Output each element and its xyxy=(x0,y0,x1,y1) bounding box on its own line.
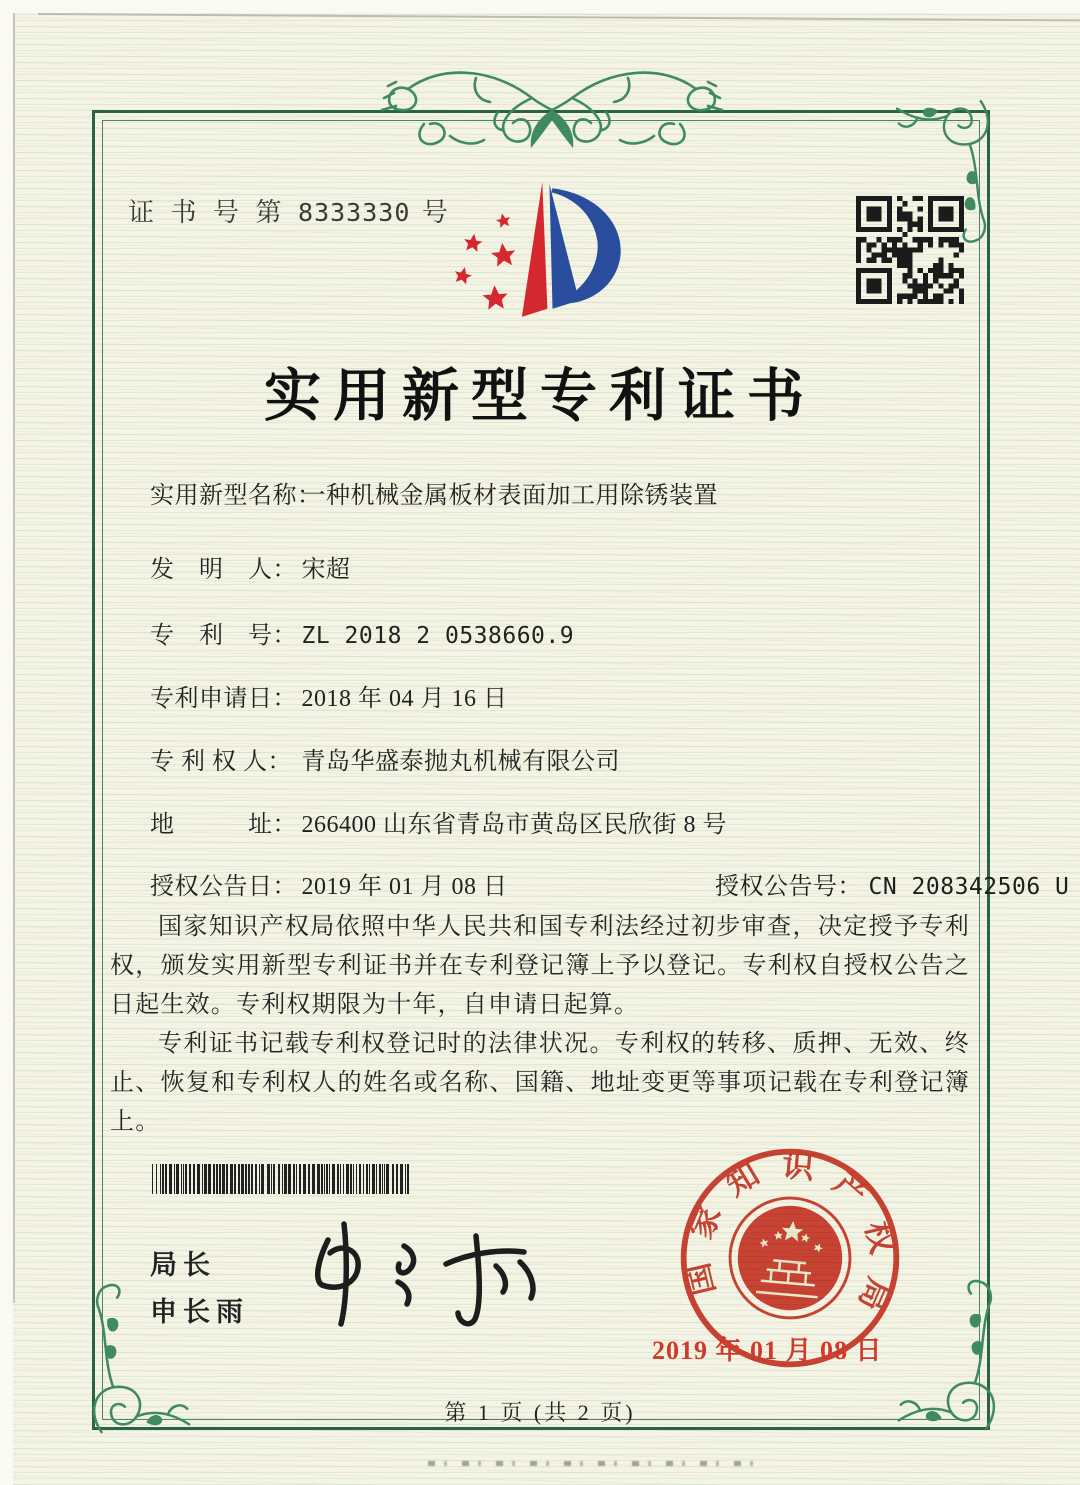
field-row-address xyxy=(150,804,727,839)
grant-date-value: 2019 年 01 月 08 日 xyxy=(301,874,508,900)
director-title-label: 局长 xyxy=(150,1250,216,1280)
seal-national-emblem xyxy=(725,1193,855,1323)
field-row-grant xyxy=(150,866,1070,901)
field-label: 专 利 权 人： xyxy=(150,749,292,775)
cnipa-logo-icon xyxy=(450,176,655,324)
seal-date: 2019 年 01 月 08 日 xyxy=(652,1336,883,1365)
scan-edge-left xyxy=(0,0,13,1485)
field-row-inventor xyxy=(150,549,351,584)
field-value: ZL 2018 2 0538660.9 xyxy=(301,623,575,649)
field-value: 青岛华盛泰抛丸机械有限公司 xyxy=(301,749,620,775)
grant-number-label: 授权公告号： xyxy=(715,874,862,900)
scan-edge-top xyxy=(0,0,1080,13)
certificate-number-prefix: 证 书 号 第 xyxy=(128,198,287,227)
grant-number-value: CN 208342506 U xyxy=(868,874,1070,900)
certificate-number xyxy=(128,192,453,229)
grant-date-label: 授权公告日： xyxy=(150,874,297,900)
barcode xyxy=(152,1164,418,1194)
grant-number-group xyxy=(715,866,1069,901)
field-value: 宋超 xyxy=(301,557,351,583)
page-number: 第 1 页 (共 2 页) xyxy=(444,1400,636,1425)
field-row-patent-number xyxy=(150,615,574,650)
logo-red-wedge xyxy=(522,182,548,317)
field-label: 专 利 号： xyxy=(150,623,297,649)
director-name: 申长雨 xyxy=(150,1297,249,1327)
field-row-filing-date xyxy=(150,678,508,713)
field-value: 266400 山东省青岛市黄岛区民欣街 8 号 xyxy=(301,812,727,838)
legal-text-block xyxy=(110,908,970,1142)
certificate-number-digits: 8333330 xyxy=(298,198,411,227)
field-value: 一种机械金属板材表面加工用除锈装置 xyxy=(301,483,718,509)
dragon-ornament-top xyxy=(380,48,724,170)
seal-ring-text: 国家知识产权局 xyxy=(680,1147,901,1316)
qr-code xyxy=(856,196,964,304)
scan-edge-line-left xyxy=(13,13,15,1303)
field-row-patentee xyxy=(150,741,620,776)
director-signature xyxy=(298,1218,560,1332)
field-value: 2018 年 04 月 16 日 xyxy=(301,686,508,712)
field-label: 专利申请日： xyxy=(150,686,297,712)
next-page-bleed-marks xyxy=(428,1461,758,1466)
field-label: 地 址： xyxy=(150,812,297,838)
legal-paragraph-2: 专利证书记载专利权登记时的法律状况。专利权的转移、质押、无效、终止、恢复和专利权人的姓名或名称、国籍、地址变更等事项记载在专利登记簿上。 xyxy=(110,1031,970,1135)
logo-stars xyxy=(452,212,516,310)
scan-edge-line-top xyxy=(38,13,1080,21)
certificate-title: 实用新型专利证书 xyxy=(264,365,816,428)
legal-paragraph-1: 国家知识产权局依照中华人民共和国专利法经过初步审查，决定授予专利权，颁发实用新型专利证书并在专利登记簿上予以登记。专利权自授权公告之日起生效。专利权期限为十年，自申请日起算。 xyxy=(110,914,970,1018)
field-row-utility-model-name xyxy=(150,475,718,510)
field-label: 实用新型名称： xyxy=(150,483,322,509)
certificate-number-suffix: 号 xyxy=(421,198,453,227)
field-label: 发 明 人： xyxy=(150,557,297,583)
